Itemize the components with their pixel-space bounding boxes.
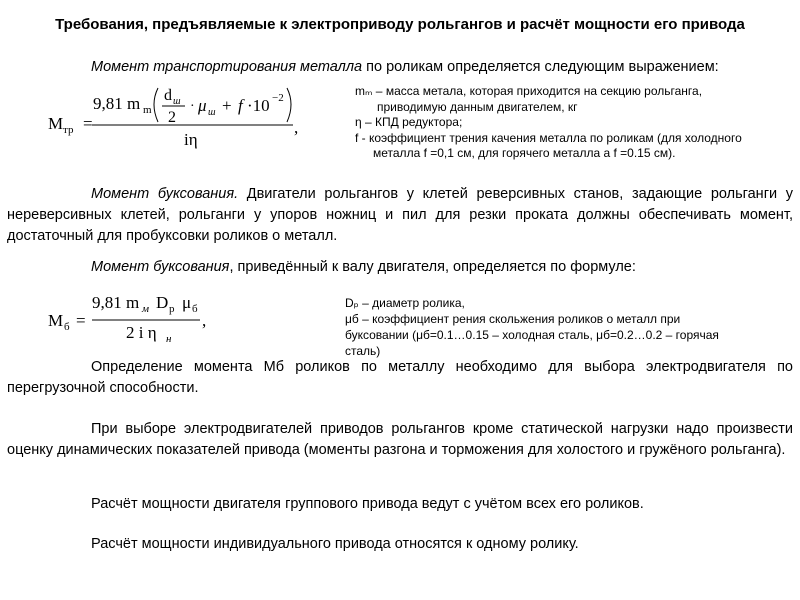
term-slip-moment: Момент буксования. [91, 186, 239, 202]
paragraph-text: , приведённый к валу двигателя, определяется по формуле: [229, 259, 636, 275]
formula-d: d [164, 87, 172, 104]
formula-lhs: M [48, 114, 64, 133]
formula2-lhs: M [48, 311, 64, 330]
note-line: металла f =0,1 см, для горячего металла a f =0.15 см). [373, 146, 676, 160]
term-transport-moment: Момент транспортирования металла [91, 59, 363, 75]
formula-mu-sub: ш [208, 107, 216, 118]
formula2-num2-sub: р [169, 303, 175, 315]
formula2-num3: μ [182, 293, 192, 312]
formula2-lhs-sub: б [64, 321, 70, 333]
formula-mu: μ [198, 96, 207, 115]
note-line: буксовании (μб=0.1…0.15 – холодная сталь, μб=0.2…0.2 – горячая [345, 328, 719, 342]
paragraph-transport-moment [7, 57, 793, 78]
formula2-num3-sub: б [192, 303, 198, 315]
paragraph-motor-selection [7, 419, 793, 461]
formula-den: iη [184, 130, 198, 149]
term-slip-moment-2: Момент буксования [91, 259, 230, 275]
paragraph-text: При выборе электродвигателей приводов рольгангов кроме статической нагрузки надо произвести оценку динамических показателей привода (моменты разгона и торможения для холостого и гружёного рольганга). [7, 421, 793, 458]
notes-transport [355, 84, 795, 162]
formula2-num2: D [156, 293, 169, 312]
note-line: приводимую данным двигателем, кг [377, 99, 578, 114]
formula-comma: , [294, 118, 299, 137]
paragraph-text: по роликам определяется следующим выражением: [362, 59, 719, 75]
note-line: η – КПД редуктора; [355, 115, 463, 129]
note-line: f - коэффициент трения качения металла по роликам (для холодного [355, 130, 742, 145]
formula2-num1-sub: м [142, 303, 150, 315]
formula-two: 2 [168, 109, 176, 126]
formula2-den-sub: н [166, 333, 172, 345]
paragraph-slip-formula-intro [7, 257, 793, 278]
note-line: Dₚ – диаметр ролика, [345, 296, 465, 310]
formula-lhs-sub: тр [63, 124, 74, 136]
formula2-comma: , [202, 311, 207, 330]
formula-f: f [238, 96, 243, 115]
formula-coef: 9,81 m [93, 94, 141, 113]
paragraph-text: Двигатели рольгангов у клетей реверсивных станов, задающие рольганги у нереверсивных клетей, рольганги у упоров ножниц и пил для резки проката должны обеспечивать момент, достаточный для пробуксовки роликов о металл. [7, 186, 794, 244]
dot-op: · [190, 99, 195, 114]
paragraph-text: Расчёт мощности двигателя группового привода ведут с учётом всех его роликов. [91, 496, 644, 512]
formula-transport-moment [40, 82, 320, 154]
note-line: μб – коэффициент рения скольжения роликов о металл при [345, 312, 681, 326]
formula2-den: 2 i η [126, 323, 157, 342]
equals-sign: = [76, 311, 86, 330]
formula-slip-moment [40, 288, 240, 348]
paragraph-mb-purpose [7, 357, 793, 399]
equals-sign: = [83, 114, 93, 133]
note-line: сталь) [345, 344, 381, 358]
paragraph-text: Расчёт мощности индивидуального привода относятся к одному ролику. [91, 536, 579, 552]
plus-op: + [222, 96, 232, 115]
paren-left [154, 88, 158, 122]
paren-right [287, 88, 291, 122]
paragraph-individual-drive [7, 534, 793, 555]
formula-ten: ·10 [247, 96, 270, 115]
paragraph-group-drive [7, 494, 793, 515]
formula2-num1: 9,81 m [92, 293, 140, 312]
note-line: mₘ – масса метала, которая приходится на секцию рольганга, [355, 84, 703, 98]
paragraph-text: Определение момента Mб роликов по металлу необходимо для выбора электродвигателя по перегрузочной способности. [7, 359, 793, 396]
page-title: Требования, предъявляемые к электроприводу рольгангов и расчёт мощности его привода [55, 16, 745, 33]
formula-d-sub: ш [173, 96, 181, 107]
formula-exp: −2 [272, 92, 284, 104]
notes-slip [345, 295, 785, 359]
paragraph-slip-moment [7, 184, 793, 247]
formula-coef-sub: m [143, 104, 152, 116]
